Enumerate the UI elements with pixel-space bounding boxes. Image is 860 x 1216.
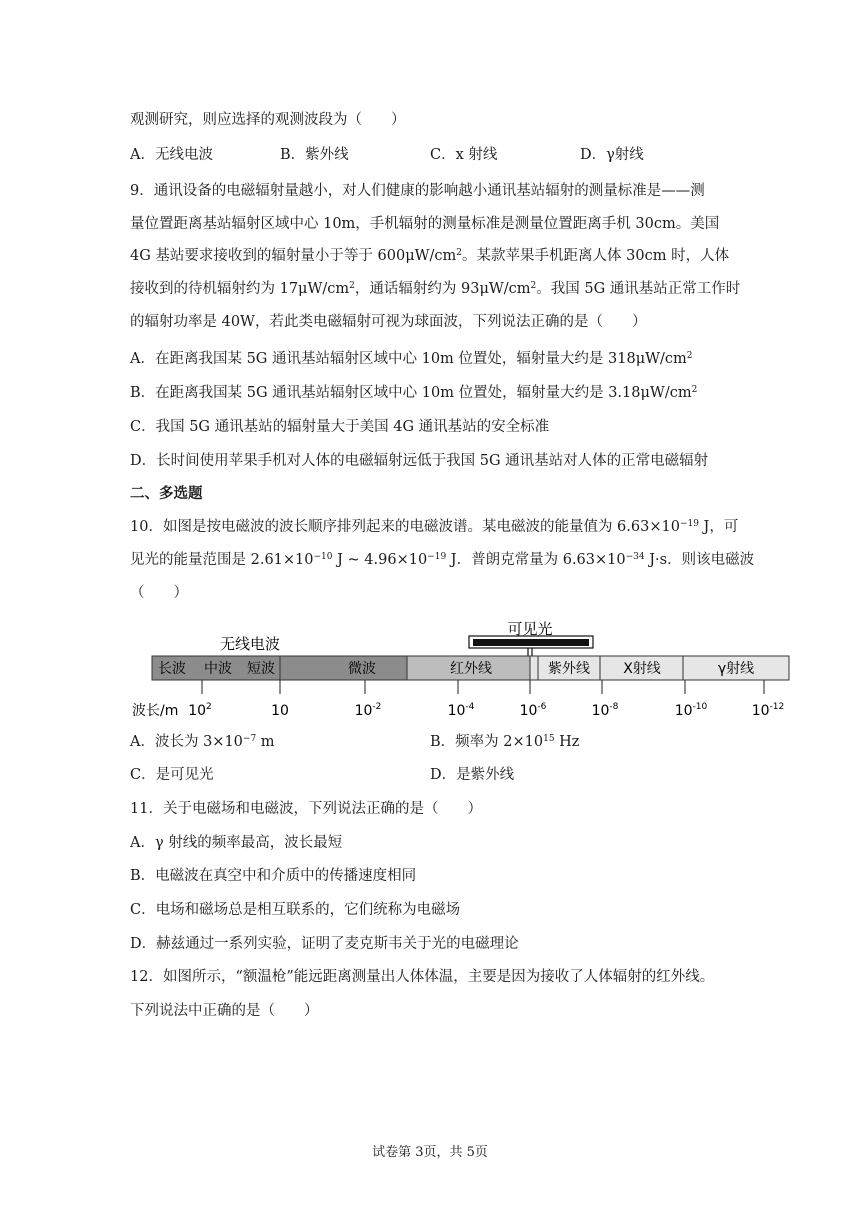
tick-label-1: $10^2$ [188,702,212,719]
tick-label-5: $10^{-6}$ [519,702,547,719]
q9-stem-line-3: 4G 基站要求接收到的辐射量小于等于 $600\mu W/cm^2$。某款苹果手机距离人体 30cm 时，人体 [130,248,730,264]
q10-stem-line-1: 10．如图是按电磁波的波长顺序排列起来的电磁波谱。某电磁波的能量值为 $6.63\times 10^{-19}$ J，可 [130,519,739,535]
segment-microwave: 微波 [348,661,376,677]
visible-light-label: 可见光 [507,620,553,638]
q8-option-b: B．紫外线 [280,147,349,163]
page-footer: 试卷第 3页，共 5页 [372,1145,488,1160]
q10-stem-line-2: 见光的能量范围是 $2.61\times 10^{-10}$ J ~ $4.96\times 10^{-19}$ J．普朗克常量为 $6.63\times 10^{-34}$ J·s．则该电磁波 [130,552,755,568]
q8-option-d: D．γ射线 [580,147,644,163]
tick-label-2: 10 [271,703,289,719]
q9-stem-line-5: 的辐射功率是 40W，若此类电磁辐射可视为球面波，下列说法正确的是（ ） [130,314,647,330]
q8-option-c: C．x 射线 [430,147,498,163]
q11-option-c: C．电场和磁场总是相互联系的，它们统称为电磁场 [130,902,461,918]
q11-option-d: D．赫兹通过一系列实验，证明了麦克斯韦关于光的电磁理论 [130,936,519,952]
tick-label-6: $10^{-8}$ [591,702,619,719]
segment-infrared: 红外线 [450,661,492,677]
q8-stem-tail: 观测研究，则应选择的观测波段为（ ） [130,112,406,128]
tick-label-4: $10^{-4}$ [447,702,475,719]
segment-short-wave: 短波 [247,661,275,677]
tick-label-8: $10^{-12}$ [751,702,785,719]
q10-stem-line-3: （ ） [130,585,188,601]
q8-option-a: A．无线电波 [130,147,213,163]
em-spectrum-figure [130,612,800,724]
segment-medium-wave: 中波 [204,661,232,677]
segment-microwave-bg [280,656,407,680]
visible-light-bar [473,639,589,646]
q9-option-c: C．我国 5G 通讯基站的辐射量大于美国 4G 通讯基站的安全标准 [130,419,550,435]
axis-label-wavelength: 波长/m [132,703,179,719]
tick-label-3: $10^{-2}$ [354,702,382,719]
q12-stem-line-2: 下列说法中正确的是（ ） [130,1003,319,1019]
q10-option-a: A．波长为 $3\times 10^{-7}$ m [130,734,275,750]
tick-label-7: $10^{-10}$ [674,702,708,719]
q9-option-b: B．在距离我国某 5G 通讯基站辐射区域中心 10m 位置处，辐射量大约是 $3.18\mu W/cm^2$ [130,385,698,401]
q11-option-b: B．电磁波在真空中和介质中的传播速度相同 [130,868,417,884]
segment-xray: X射线 [623,661,661,677]
q9-stem-line-1: 9．通讯设备的电磁辐射量越小，对人们健康的影响越小通讯基站辐射的测量标准是——测 [130,183,705,199]
q11-stem: 11．关于电磁场和电磁波，下列说法正确的是（ ） [130,801,482,817]
q9-option-a: A．在距离我国某 5G 通讯基站辐射区域中心 10m 位置处，辐射量大约是 $318\mu W/cm^2$ [130,351,693,367]
section-heading-multiple-choice: 二、多选题 [130,485,203,502]
q10-option-c: C．是可见光 [130,767,214,783]
radio-wave-label: 无线电波 [219,635,281,653]
q9-stem-line-4: 接收到的待机辐射约为 $17\mu W/cm^2$，通话辐射约为 $93\mu W/cm^2$。我国 5G 通讯基站正常工作时 [130,281,741,297]
q12-stem-line-1: 12．如图所示，“额温枪”能远距离测量出人体体温，主要是因为接收了人体辐射的红外线。 [130,969,715,985]
segment-gamma: γ射线 [717,661,755,677]
segment-long-wave: 长波 [158,661,186,677]
q10-option-d: D．是紫外线 [430,767,515,783]
segment-ultraviolet: 紫外线 [548,661,590,677]
q9-stem-line-2: 量位置距离基站辐射区域中心 10m，手机辐射的测量标准是测量位置距离手机 30cm。美国 [130,216,720,232]
q10-option-b: B．频率为 $2\times 10^{15}$ Hz [430,734,580,750]
q11-option-a: A．γ 射线的频率最高，波长最短 [130,835,343,851]
q9-option-d: D．长时间使用苹果手机对人体的电磁辐射远低于我国 5G 通讯基站对人体的正常电磁辐射 [130,453,709,469]
